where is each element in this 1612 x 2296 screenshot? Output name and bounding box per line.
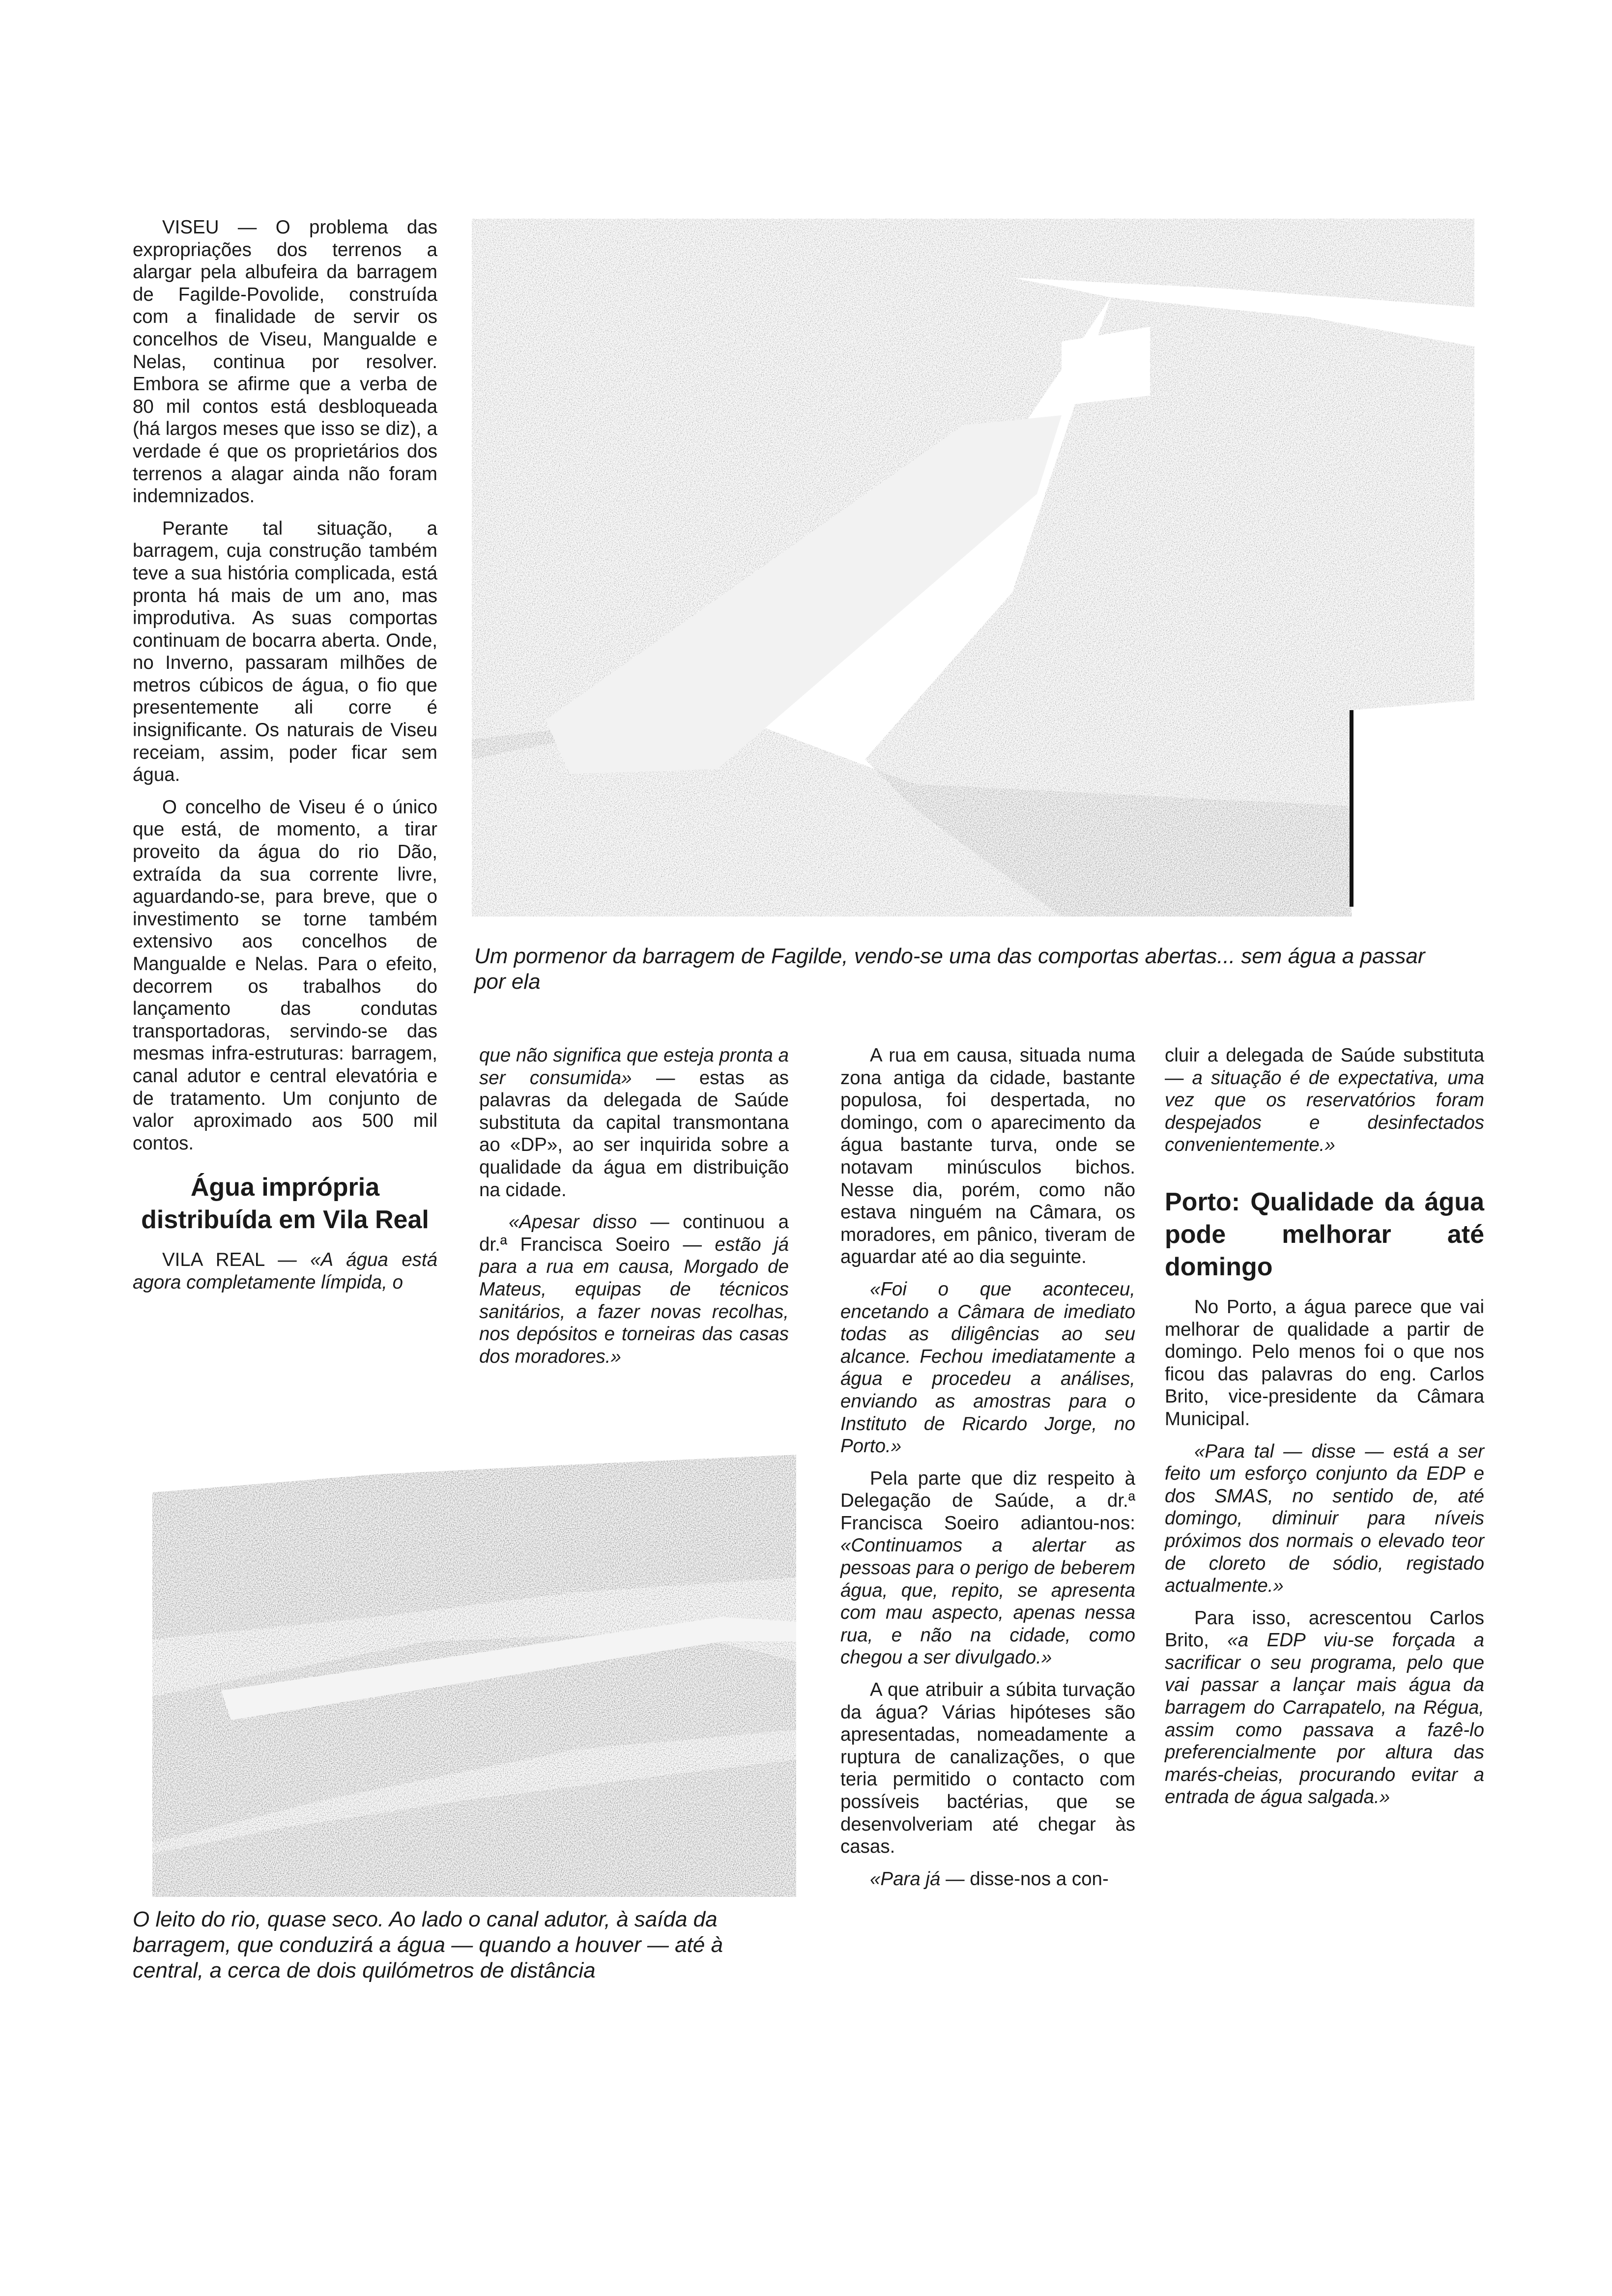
quote-vila-real: «A água está agora completamente límpida, o xyxy=(133,1249,437,1293)
paragraph-vila-real-2 xyxy=(479,1044,789,1201)
paragraph-porto-2: «Para tal — disse — está a ser feito um esforço conjunto da EDP e dos SMAS, no sentido de, até domingo, diminuir para níveis próximos dos normais o elevado teor de cloreto de sódio, registado actualmente.» xyxy=(1165,1440,1484,1597)
dam-photo-image xyxy=(472,219,1474,917)
paragraph-viseu-1: VISEU — O problema das expropriações dos terrenos a alargar pela albufeira da barragem de Fagilde-Povolide, construída com a finalidade de servir os concelhos de Viseu, Mangualde e Nelas, continua por resolver. Embora se afirme que a verba de 80 mil contos está desbloqueada (há largos meses que isso se diz), a verdade é que os proprietários dos terrenos a alagar ainda não foram indemnizados. xyxy=(133,217,437,507)
heading-porto: Porto: Qualidade da água pode melhorar até domingo xyxy=(1165,1187,1484,1281)
quote-porto-3: «a EDP viu-se forçada a sacrificar o seu programa, pelo que vai passar a lançar mais água da barragem do Carrapatelo, na Régua, assim como passava a fazê-lo preferencialmente por altura das marés-cheias, procurando evitar a entrada de água salgada.» xyxy=(1165,1630,1484,1808)
quote-delegada-2a: «Apesar disso xyxy=(509,1211,637,1233)
quote-concluir: a situação é de expectativa, uma vez que os reservatórios foram despejados e desinfectados convenientemente.» xyxy=(1165,1067,1485,1156)
dam-photo-caption: Um pormenor da barragem de Fagilde, vendo-se uma das comportas abertas... sem água a passar por ela xyxy=(474,944,1425,994)
text-delegada-1: — estas as palavras da delegada de Saúde substituta da capital transmontana ao «DP», ao ser inquirida sobre a qualidade da água em distribuição na cidade. xyxy=(479,1067,789,1201)
paragraph-rua-3 xyxy=(840,1467,1135,1669)
paragraph-rua-4: A que atribuir a súbita turvação da água? Várias hipóteses são apresentadas, nomeadamente a ruptura de canalizações, o que teria permitido o contacto com possíveis bactérias, que se desenvolveriam até chegar às casas. xyxy=(840,1679,1135,1858)
heading-vila-real: Água imprópria distribuída em Vila Real xyxy=(141,1173,429,1234)
text-para-ja: — disse-nos a con- xyxy=(940,1868,1109,1890)
paragraph-porto-1: No Porto, a água parece que vai melhorar de qualidade a partir de domingo. Pelo menos foi o que nos ficou das palavras do eng. Carlos Brito, vice-presidente da Câmara Municipal. xyxy=(1165,1296,1484,1430)
paragraph-viseu-2: Perante tal situação, a barragem, cuja construção também teve a sua história complicada, está pronta há mais de um ano, mas improdutiva. As suas comportas continuam de bocarra aberta. Onde, no Inverno, passaram milhões de metros cúbicos de água, o fio que presentemente ali corre é insignificante. Os naturais de Viseu receiam, assim, poder ficar sem água. xyxy=(133,517,437,786)
dateline-vila-real: VILA REAL — xyxy=(162,1249,311,1271)
paragraph-rua-6 xyxy=(1165,1044,1484,1156)
river-photo-image xyxy=(133,1455,796,1897)
paragraph-vila-real-3 xyxy=(479,1211,789,1368)
text-delegacao: Pela parte que diz respeito à Delegação de Saúde, a dr.ª Francisca Soeiro adiantou-nos: xyxy=(840,1467,1135,1534)
paragraph-rua-2: «Foi o que aconteceu, encetando a Câmara de imediato todas as diligências ao seu alcance. Fechou imediatamente a água e procedeu a análises, enviando as amostras para o Instituto de Ricardo Jorge, no Porto.» xyxy=(840,1278,1135,1457)
quote-delegacao: «Continuamos a alertar as pessoas para o perigo de beberem água, que, repito, se apresenta com mau aspecto, apenas nessa rua, e não na cidade, como chegou a ser divulgado.» xyxy=(840,1535,1135,1668)
paragraph-rua-1: A rua em causa, situada numa zona antiga da cidade, bastante populosa, foi despertada, no domingo, com o aparecimento da água bastante turva, onde se notavam minúsculos bichos. Nesse dia, porém, como não estava ninguém na Câmara, os moradores, em pânico, tiveram de aguardar até ao dia seguinte. xyxy=(840,1045,1135,1268)
paragraph-porto-3 xyxy=(1165,1607,1484,1808)
article-column-3 xyxy=(840,1044,1135,1900)
paragraph-viseu-3: O concelho de Viseu é o único que está, de momento, a tirar proveito da água do rio Dão, extraída da sua corrente livre, aguardando-se, para breve, que o investimento se torne também extensivo aos concelhos de Mangualde e Nelas. Para o efeito, decorrem os trabalhos do lançamento das condutas transportadoras, servindo-se das mesmas infra-estruturas: barragem, canal adutor e central elevatória e de tratamento. Um conjunto de valor aproximado aos 500 mil contos. xyxy=(133,796,437,1154)
article-column-2 xyxy=(479,1044,789,1378)
dam-photo xyxy=(472,219,1474,917)
text-porto-3: Para isso, acrescentou Carlos Brito, xyxy=(1165,1607,1484,1651)
text-concluir: cluir a delegada de Saúde substituta — xyxy=(1165,1045,1484,1089)
article-column-4 xyxy=(1165,1044,1484,1818)
quote-delegada-1: que não significa que esteja pronta a ser consumida» xyxy=(479,1045,789,1089)
article-column-1 xyxy=(133,216,437,1304)
quote-para-ja: «Para já xyxy=(870,1868,941,1890)
text-delegada-2: — continuou a dr.ª Francisca Soeiro — xyxy=(479,1211,789,1255)
paragraph-vila-real-1 xyxy=(133,1249,437,1293)
quote-delegada-2b: estão já para a rua em causa, Morgado de Mateus, equipas de técnicos sanitários, a fazer novas recolhas, nos depósitos e torneiras das casas dos moradores.» xyxy=(479,1234,789,1367)
river-photo xyxy=(133,1455,796,1897)
river-photo-caption: O leito do rio, quase seco. Ao lado o canal adutor, à saída da barragem, que conduzirá a água — quando a houver — até à central, a cerca de dois quilómetros de distância xyxy=(133,1907,723,1982)
paragraph-rua-5 xyxy=(840,1868,1135,1891)
